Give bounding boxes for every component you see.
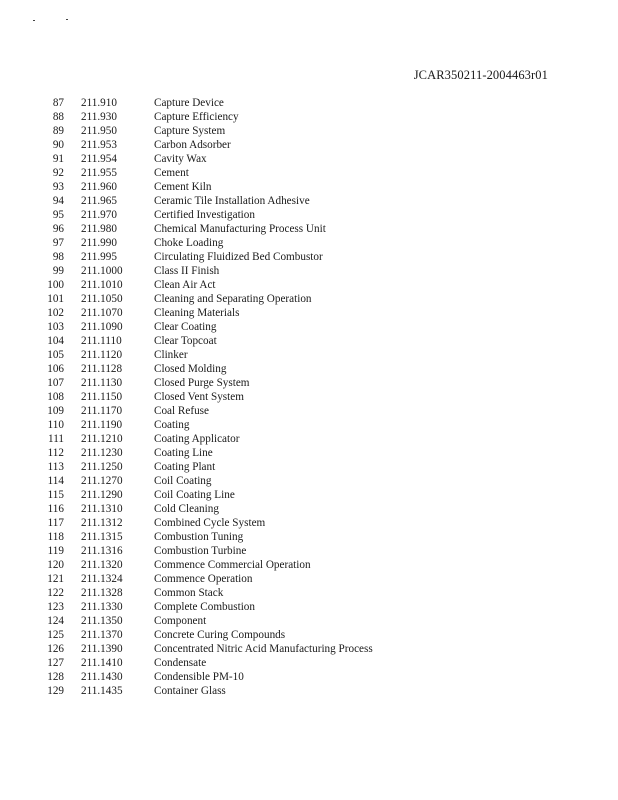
section-number: 211.1250 [81, 461, 123, 473]
section-number: 211.950 [81, 125, 117, 137]
list-item [0, 516, 618, 530]
term-name: Common Stack [154, 587, 224, 599]
list-item [0, 180, 618, 194]
row-number: 107 [47, 377, 64, 389]
list-item [0, 292, 618, 306]
row-number: 129 [47, 685, 64, 697]
term-name: Closed Purge System [154, 377, 250, 389]
section-number: 211.1310 [81, 503, 123, 515]
section-number: 211.1290 [81, 489, 123, 501]
list-item [0, 446, 618, 460]
section-number: 211.930 [81, 111, 117, 123]
row-number: 120 [47, 559, 64, 571]
list-item [0, 306, 618, 320]
row-number: 102 [47, 307, 64, 319]
list-item [0, 278, 618, 292]
section-number: 211.1390 [81, 643, 123, 655]
section-number: 211.1350 [81, 615, 123, 627]
term-name: Clear Topcoat [154, 335, 217, 347]
term-name: Coating Line [154, 447, 213, 459]
row-number: 115 [47, 489, 64, 501]
term-name: Cavity Wax [154, 153, 207, 165]
term-name: Coating Applicator [154, 433, 240, 445]
row-number: 112 [47, 447, 64, 459]
section-number: 211.1324 [81, 573, 123, 585]
section-number: 211.995 [81, 251, 117, 263]
term-name: Ceramic Tile Installation Adhesive [154, 195, 310, 207]
section-number: 211.953 [81, 139, 117, 151]
list-item [0, 586, 618, 600]
section-number: 211.1320 [81, 559, 123, 571]
term-name: Cement [154, 167, 189, 179]
section-number: 211.1130 [81, 377, 123, 389]
term-name: Chemical Manufacturing Process Unit [154, 223, 326, 235]
row-number: 114 [47, 475, 64, 487]
section-number: 211.1230 [81, 447, 123, 459]
row-number: 104 [47, 335, 64, 347]
row-number: 118 [47, 531, 64, 543]
list-item [0, 614, 618, 628]
row-number: 91 [52, 153, 64, 165]
section-number: 211.1070 [81, 307, 123, 319]
term-name: Clinker [154, 349, 188, 361]
term-name: Component [154, 615, 207, 627]
row-number: 121 [47, 573, 64, 585]
list-item [0, 236, 618, 250]
term-name: Cleaning Materials [154, 307, 240, 319]
term-name: Concrete Curing Compounds [154, 629, 286, 641]
term-name: Condensible PM-10 [154, 671, 244, 683]
list-item [0, 684, 618, 698]
list-item [0, 628, 618, 642]
term-name: Closed Molding [154, 363, 227, 375]
list-item [0, 488, 618, 502]
row-number: 110 [47, 419, 64, 431]
row-number: 108 [47, 391, 64, 403]
list-item [0, 96, 618, 110]
list-item [0, 152, 618, 166]
section-number: 211.1270 [81, 475, 123, 487]
section-number: 211.1312 [81, 517, 123, 529]
row-number: 111 [48, 433, 64, 445]
section-number: 211.955 [81, 167, 117, 179]
section-number: 211.970 [81, 209, 117, 221]
section-number: 211.1316 [81, 545, 123, 557]
section-number: 211.990 [81, 237, 117, 249]
term-name: Carbon Adsorber [154, 139, 231, 151]
term-name: Cleaning and Separating Operation [154, 293, 312, 305]
term-name: Coating Plant [154, 461, 216, 473]
row-number: 109 [47, 405, 64, 417]
list-item [0, 124, 618, 138]
list-item [0, 208, 618, 222]
row-number: 127 [47, 657, 64, 669]
list-item [0, 222, 618, 236]
list-item [0, 166, 618, 180]
section-number: 211.1190 [81, 419, 123, 431]
term-name: Combustion Turbine [154, 545, 247, 557]
term-name: Class II Finish [154, 265, 220, 277]
row-number: 116 [47, 503, 64, 515]
list-item [0, 264, 618, 278]
row-number: 92 [52, 167, 64, 179]
row-number: 99 [52, 265, 64, 277]
row-number: 94 [52, 195, 64, 207]
row-number: 88 [52, 111, 64, 123]
row-number: 128 [47, 671, 64, 683]
section-number: 211.1328 [81, 587, 123, 599]
list-item [0, 530, 618, 544]
scan-speck [33, 20, 35, 21]
section-number: 211.1010 [81, 279, 123, 291]
section-number: 211.910 [81, 97, 117, 109]
term-name: Cement Kiln [154, 181, 212, 193]
row-number: 113 [47, 461, 64, 473]
list-item [0, 656, 618, 670]
term-name: Commence Operation [154, 573, 253, 585]
list-item [0, 390, 618, 404]
section-number: 211.1128 [81, 363, 123, 375]
section-number: 211.1210 [81, 433, 123, 445]
list-item [0, 362, 618, 376]
row-number: 124 [47, 615, 64, 627]
row-number: 97 [52, 237, 64, 249]
row-number: 95 [52, 209, 64, 221]
term-name: Combined Cycle System [154, 517, 266, 529]
row-number: 105 [47, 349, 64, 361]
section-number: 211.1000 [81, 265, 123, 277]
list-item [0, 600, 618, 614]
term-name: Container Glass [154, 685, 226, 697]
row-number: 93 [52, 181, 64, 193]
list-item [0, 670, 618, 684]
row-number: 100 [47, 279, 64, 291]
row-number: 117 [47, 517, 64, 529]
row-number: 96 [52, 223, 64, 235]
row-number: 101 [47, 293, 64, 305]
list-item [0, 418, 618, 432]
section-number: 211.1050 [81, 293, 123, 305]
section-number: 211.1435 [81, 685, 123, 697]
row-number: 122 [47, 587, 64, 599]
section-number: 211.1330 [81, 601, 123, 613]
row-number: 125 [47, 629, 64, 641]
term-name: Choke Loading [154, 237, 224, 249]
row-number: 89 [52, 125, 64, 137]
list-item [0, 250, 618, 264]
section-number: 211.1120 [81, 349, 123, 361]
row-number: 123 [47, 601, 64, 613]
list-item [0, 376, 618, 390]
row-number: 106 [47, 363, 64, 375]
row-number: 126 [47, 643, 64, 655]
section-number: 211.1170 [81, 405, 123, 417]
list-item [0, 432, 618, 446]
row-number: 87 [52, 97, 64, 109]
term-name: Capture Efficiency [154, 111, 239, 123]
document-id: JCAR350211-2004463r01 [413, 68, 548, 82]
term-name: Coil Coating Line [154, 489, 235, 501]
row-number: 119 [47, 545, 64, 557]
term-name: Certified Investigation [154, 209, 255, 221]
term-name: Cold Cleaning [154, 503, 219, 515]
section-number: 211.1430 [81, 671, 123, 683]
section-number: 211.1090 [81, 321, 123, 333]
section-number: 211.1315 [81, 531, 123, 543]
term-name: Circulating Fluidized Bed Combustor [154, 251, 323, 263]
section-number: 211.965 [81, 195, 117, 207]
term-name: Coil Coating [154, 475, 212, 487]
list-item [0, 320, 618, 334]
list-item [0, 572, 618, 586]
term-name: Concentrated Nitric Acid Manufacturing Process [154, 643, 373, 655]
scan-speck [66, 19, 68, 20]
list-item [0, 194, 618, 208]
term-name: Capture System [154, 125, 226, 137]
list-item [0, 348, 618, 362]
section-number: 211.1370 [81, 629, 123, 641]
row-number: 98 [52, 251, 64, 263]
term-name: Clear Coating [154, 321, 217, 333]
term-name: Closed Vent System [154, 391, 244, 403]
list-item [0, 404, 618, 418]
list-item [0, 110, 618, 124]
section-number: 211.1410 [81, 657, 123, 669]
list-item [0, 502, 618, 516]
section-number: 211.1110 [81, 335, 122, 347]
row-number: 103 [47, 321, 64, 333]
section-number: 211.980 [81, 223, 117, 235]
section-number: 211.1150 [81, 391, 123, 403]
list-item [0, 544, 618, 558]
list-item [0, 138, 618, 152]
term-name: Clean Air Act [154, 279, 216, 291]
list-item [0, 642, 618, 656]
list-item [0, 558, 618, 572]
list-item [0, 460, 618, 474]
term-name: Condensate [154, 657, 207, 669]
term-name: Coal Refuse [154, 405, 209, 417]
term-name: Complete Combustion [154, 601, 255, 613]
definitions-list [0, 96, 618, 698]
term-name: Commence Commercial Operation [154, 559, 311, 571]
list-item [0, 334, 618, 348]
list-item [0, 474, 618, 488]
term-name: Combustion Tuning [154, 531, 244, 543]
section-number: 211.954 [81, 153, 117, 165]
section-number: 211.960 [81, 181, 117, 193]
term-name: Coating [154, 419, 190, 431]
term-name: Capture Device [154, 97, 224, 109]
row-number: 90 [52, 139, 64, 151]
